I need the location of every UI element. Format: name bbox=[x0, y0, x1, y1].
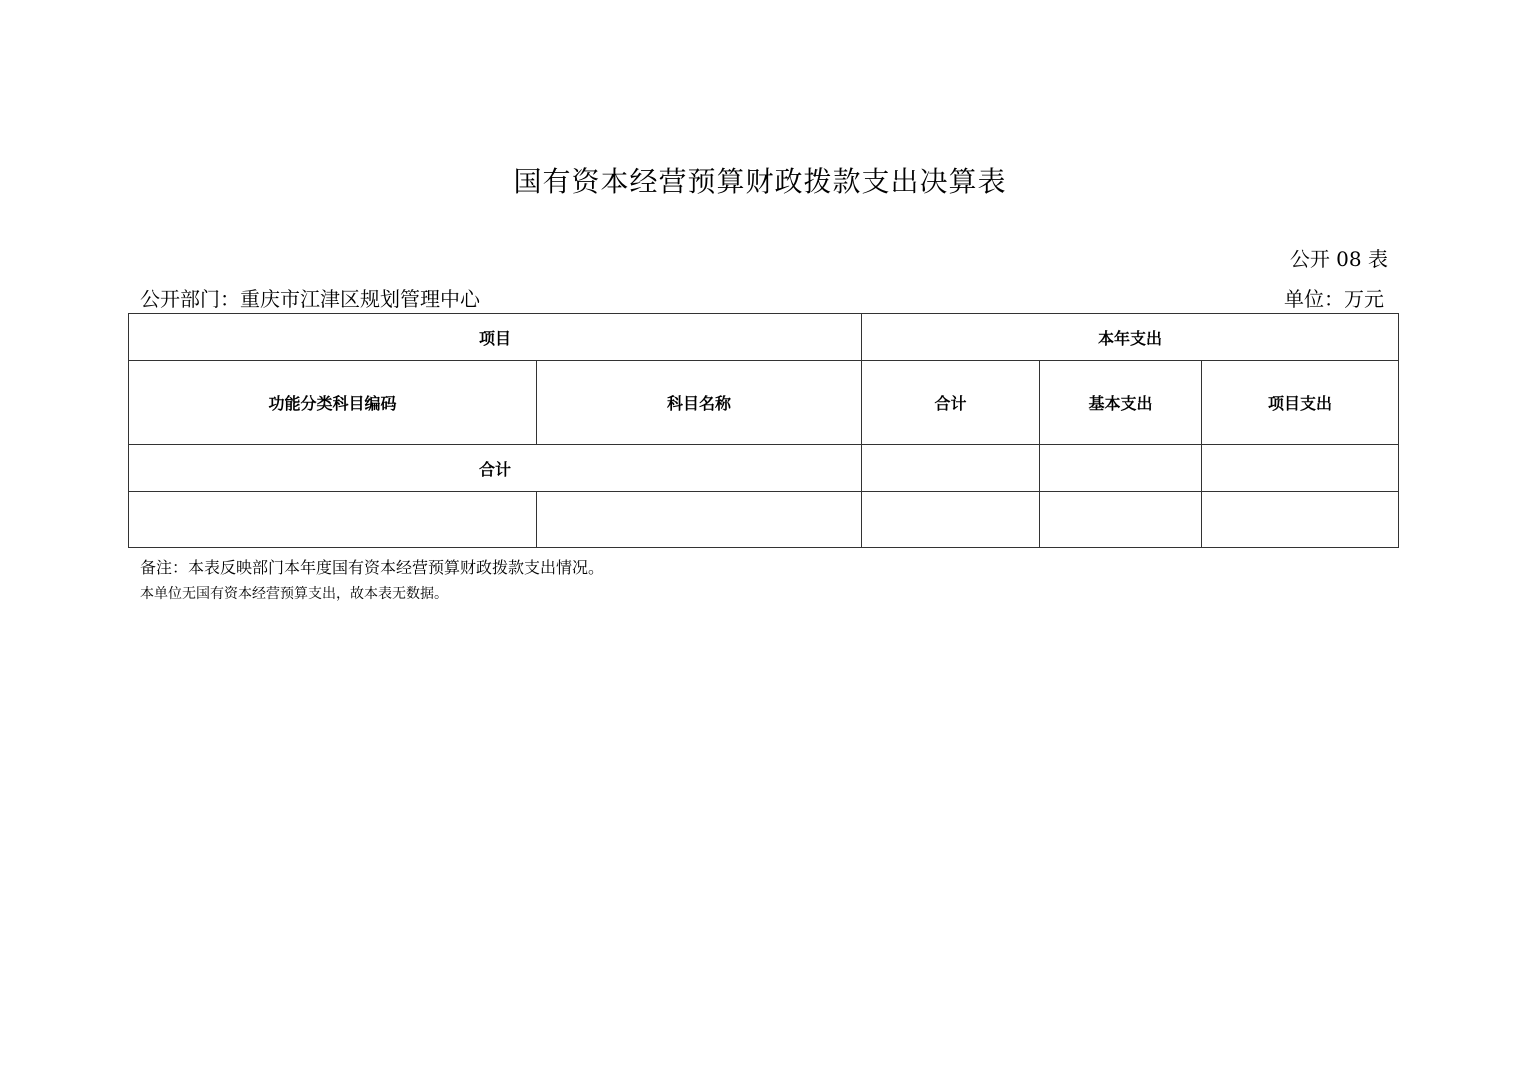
form-number: 公开 08 表 bbox=[1289, 247, 1388, 271]
basic-expense-cell bbox=[1040, 492, 1202, 548]
total-label: 合计 bbox=[129, 445, 862, 492]
total-row bbox=[129, 445, 1399, 492]
table-row bbox=[129, 492, 1399, 548]
header-subject-name: 科目名称 bbox=[537, 361, 862, 445]
unit-label: 单位：万元 bbox=[1284, 287, 1384, 311]
total-project-cell bbox=[1202, 445, 1399, 492]
total-total-cell bbox=[862, 445, 1040, 492]
expense-table bbox=[128, 313, 1399, 548]
header-project-expense: 项目支出 bbox=[1202, 361, 1399, 445]
department-label: 公开部门：重庆市江津区规划管理中心 bbox=[140, 287, 480, 311]
page-title: 国有资本经营预算财政拨款支出决算表 bbox=[513, 165, 1007, 198]
note-no-data: 本单位无国有资本经营预算支出，故本表无数据。 bbox=[140, 586, 448, 602]
note-description: 备注：本表反映部门本年度国有资本经营预算财政拨款支出情况。 bbox=[140, 558, 605, 577]
project-expense-cell bbox=[1202, 492, 1399, 548]
subject-name-cell bbox=[537, 492, 862, 548]
header-function-code: 功能分类科目编码 bbox=[129, 361, 537, 445]
function-code-cell bbox=[129, 492, 537, 548]
header-basic-expense: 基本支出 bbox=[1040, 361, 1202, 445]
header-total: 合计 bbox=[862, 361, 1040, 445]
total-cell bbox=[862, 492, 1040, 548]
header-row-1 bbox=[129, 314, 1399, 361]
header-current-year-expense: 本年支出 bbox=[862, 314, 1399, 361]
total-basic-cell bbox=[1040, 445, 1202, 492]
header-project: 项目 bbox=[129, 314, 862, 361]
header-row-2 bbox=[129, 361, 1399, 445]
